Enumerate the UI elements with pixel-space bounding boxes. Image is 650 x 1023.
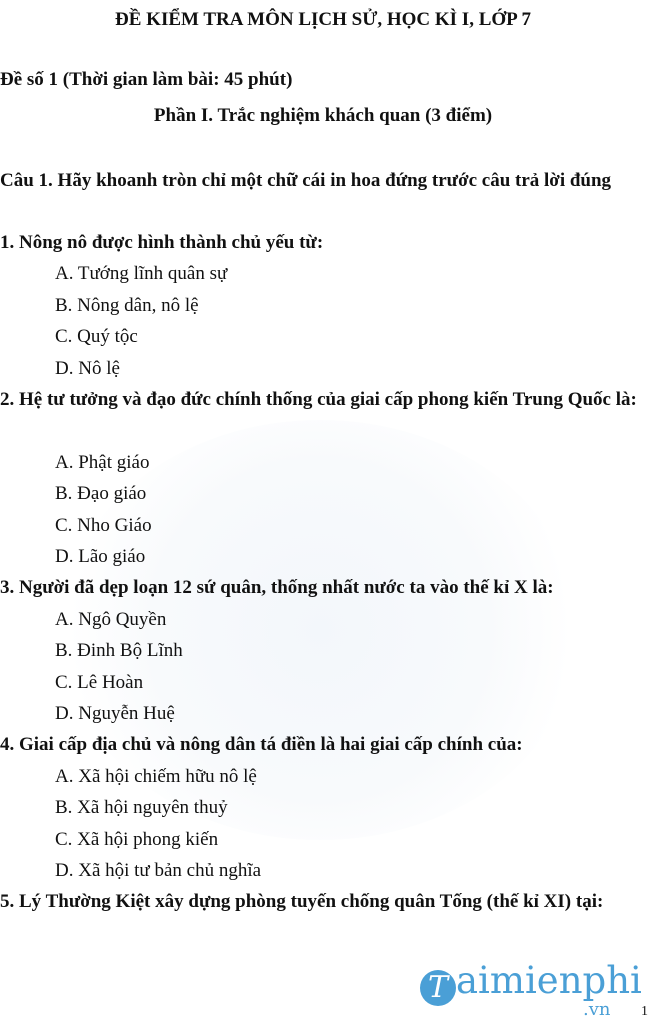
answer-option: C. Xã hội phong kiến: [55, 828, 219, 850]
answer-option: B. Đinh Bộ Lĩnh: [55, 640, 183, 662]
exam-info: Đề số 1 (Thời gian làm bài: 45 phút): [0, 69, 293, 90]
answer-option: C. Quý tộc: [55, 326, 138, 348]
answer-option: B. Nông dân, nô lệ: [55, 294, 199, 316]
question-4: 4. Giai cấp địa chủ và nông dân tá điền là hai giai cấp chính của:: [0, 734, 523, 756]
question-1: 1. Nông nô được hình thành chủ yếu từ:: [0, 232, 324, 253]
answer-option: C. Nho Giáo: [55, 514, 152, 536]
logo-suffix: .vn: [583, 999, 611, 1020]
answer-option: A. Tướng lĩnh quân sự: [55, 263, 228, 285]
instruction: Câu 1. Hãy khoanh tròn chỉ một chữ cái in hoa đứng trước câu trả lời đúng: [0, 170, 612, 191]
question-3: 3. Người đã dẹp loạn 12 sứ quân, thống nhất nước ta vào thế kỉ X là:: [0, 577, 554, 599]
question-5: 5. Lý Thường Kiệt xây dựng phòng tuyến chống quân Tống (thế kỉ XI) tại:: [0, 891, 604, 913]
part-title: Phần I. Trắc nghiệm khách quan (3 điểm): [153, 105, 493, 126]
question-2: 2. Hệ tư tưởng và đạo đức chính thống của giai cấp phong kiến Trung Quốc là:: [0, 389, 637, 410]
taimienphi-logo: T aimienphi: [420, 962, 642, 1006]
answer-option: D. Lão giáo: [55, 546, 146, 567]
answer-option: D. Xã hội tư bản chủ nghĩa: [55, 860, 262, 881]
answer-option: A. Xã hội chiếm hữu nô lệ: [55, 765, 257, 787]
answer-option: B. Xã hội nguyên thuỷ: [55, 797, 228, 819]
page-number: 1: [641, 1004, 648, 1019]
answer-option: D. Nô lệ: [55, 357, 120, 379]
answer-option: A. Ngô Quyền: [55, 608, 167, 630]
document-title: ĐỀ KIỂM TRA MÔN LỊCH SỬ, HỌC KÌ I, LỚP 7: [115, 9, 531, 30]
answer-option: C. Lê Hoàn: [55, 671, 144, 693]
answer-option: B. Đạo giáo: [55, 483, 147, 505]
answer-option: A. Phật giáo: [55, 451, 150, 473]
answer-option: D. Nguyễn Huệ: [55, 703, 175, 724]
